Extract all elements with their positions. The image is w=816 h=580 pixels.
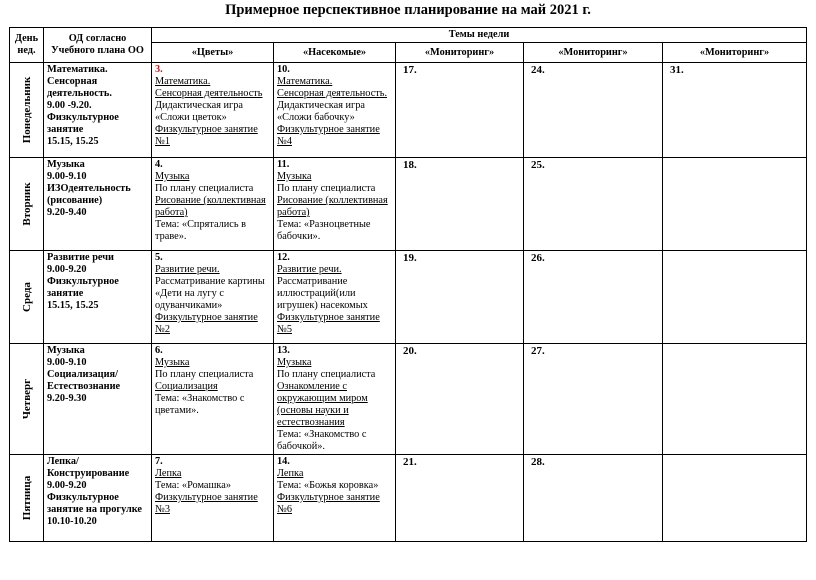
od-line: 9.20-9.40 xyxy=(47,207,87,218)
activity-line: Тема: «Знакомство с бабочкой». xyxy=(277,429,367,452)
activity-line: Музыка xyxy=(277,357,312,368)
date-number: 25. xyxy=(531,159,545,171)
date-number: 11. xyxy=(277,159,290,170)
activity-line: Дидактическая игра «Сложи бабочку» xyxy=(277,100,365,123)
date-number: 24. xyxy=(531,64,545,76)
activity-cell xyxy=(152,63,274,158)
header-theme: «Мониторинг» xyxy=(524,43,663,63)
od-line: 10.10-10.20 xyxy=(47,516,97,527)
date-number: 12. xyxy=(277,252,290,263)
date-number: 10. xyxy=(277,64,290,75)
day-cell xyxy=(10,158,44,251)
activity-line: Развитие речи. xyxy=(155,264,220,275)
monitoring-cell xyxy=(396,251,524,344)
activity-cell xyxy=(152,251,274,344)
activity-line: Физкультурное занятие №5 xyxy=(277,312,380,335)
activity-cell xyxy=(274,344,396,455)
monitoring-cell xyxy=(663,344,807,455)
day-label: Вторник xyxy=(20,182,33,226)
activity-line: По плану специалиста xyxy=(155,183,254,194)
activity-line: По плану специалиста xyxy=(277,369,376,380)
activity-line: Рисование (коллективная работа) xyxy=(277,195,388,218)
activity-line: Музыка xyxy=(277,171,312,182)
activity-line: Рассматривание иллюстраций(или игрушек) насекомых xyxy=(277,276,368,311)
activity-line: По плану специалиста xyxy=(155,369,254,380)
planning-table xyxy=(9,27,807,542)
monitoring-cell xyxy=(663,251,807,344)
date-number: 4. xyxy=(155,159,163,170)
activity-line: Лепка xyxy=(277,468,304,479)
activity-line: Ознакомление с окружающим миром (основы науки и естествознания xyxy=(277,381,368,428)
activity-line: По плану специалиста xyxy=(277,183,376,194)
od-line: Социализация/ Естествознание xyxy=(47,369,121,392)
monitoring-cell xyxy=(524,63,663,158)
od-cell xyxy=(44,455,152,542)
activity-line: Тема: «Спрятались в траве». xyxy=(155,219,246,242)
monitoring-cell xyxy=(396,344,524,455)
day-cell xyxy=(10,455,44,542)
activity-line: Дидактическая игра «Сложи цветок» xyxy=(155,100,243,123)
od-line: Физкультурное занятие на прогулке xyxy=(47,492,142,515)
activity-cell xyxy=(152,455,274,542)
od-line: Физкультурное занятие xyxy=(47,112,119,135)
table-row xyxy=(10,251,807,344)
od-line: 9.00 -9.20. xyxy=(47,100,92,111)
activity-line: Сенсорная деятельность. xyxy=(277,88,388,99)
od-cell xyxy=(44,63,152,158)
day-label: Пятница xyxy=(20,475,33,521)
od-line: Развитие речи xyxy=(47,252,114,263)
date-number: 21. xyxy=(403,456,417,468)
activity-line: Тема: «Знакомство с цветами». xyxy=(155,393,245,416)
table-row xyxy=(10,158,807,251)
od-line: Математика. xyxy=(47,64,108,75)
table-row xyxy=(10,455,807,542)
activity-line: Тема: «Божья коровка» xyxy=(277,480,379,491)
header-theme: «Мониторинг» xyxy=(663,43,807,63)
od-line: 9.00-9.10 xyxy=(47,171,87,182)
activity-line: Социализация xyxy=(155,381,218,392)
day-cell xyxy=(10,344,44,455)
date-number: 31. xyxy=(670,64,684,76)
date-number: 17. xyxy=(403,64,417,76)
od-cell xyxy=(44,251,152,344)
activity-line: Физкультурное занятие №2 xyxy=(155,312,258,335)
header-themes-title: Темы недели xyxy=(152,28,807,43)
day-label: Понедельник xyxy=(20,76,33,144)
header-od: ОД согласно Учебного плана ОО xyxy=(44,28,152,63)
monitoring-cell xyxy=(663,158,807,251)
od-line: 9.00-9.20 xyxy=(47,480,87,491)
activity-cell xyxy=(152,158,274,251)
activity-line: Физкультурное занятие №1 xyxy=(155,124,258,147)
page-title: Примерное перспективное планирование на май 2021 г. xyxy=(225,2,591,18)
activity-cell xyxy=(274,63,396,158)
activity-line: Сенсорная деятельность xyxy=(155,88,263,99)
date-number: 13. xyxy=(277,345,290,356)
date-number: 5. xyxy=(155,252,163,263)
date-number: 26. xyxy=(531,252,545,264)
od-line: ИЗОдеятельность (рисование) xyxy=(47,183,131,206)
od-cell xyxy=(44,344,152,455)
monitoring-cell xyxy=(524,455,663,542)
date-number: 27. xyxy=(531,345,545,357)
activity-line: Физкультурное занятие №6 xyxy=(277,492,380,515)
date-number: 14. xyxy=(277,456,290,467)
activity-cell xyxy=(274,158,396,251)
monitoring-cell xyxy=(396,158,524,251)
date-number: 6. xyxy=(155,345,163,356)
table-row xyxy=(10,63,807,158)
od-line: Физкультурное занятие xyxy=(47,276,119,299)
activity-line: Физкультурное занятие №3 xyxy=(155,492,258,515)
monitoring-cell xyxy=(524,158,663,251)
activity-line: Физкультурное занятие №4 xyxy=(277,124,380,147)
monitoring-cell xyxy=(524,344,663,455)
activity-line: Лепка xyxy=(155,468,182,479)
od-line: 9.00-9.10 xyxy=(47,357,87,368)
activity-line: Тема: «Разноцветные бабочки». xyxy=(277,219,371,242)
od-line: 9.00-9.20 xyxy=(47,264,87,275)
day-cell xyxy=(10,63,44,158)
date-number: 3. xyxy=(155,64,163,75)
activity-line: Рисование (коллективная работа) xyxy=(155,195,266,218)
od-cell xyxy=(44,158,152,251)
activity-line: Математика. xyxy=(155,76,211,87)
od-line: Сенсорная деятельность. xyxy=(47,76,112,99)
activity-line: Тема: «Ромашка» xyxy=(155,480,231,491)
monitoring-cell xyxy=(663,63,807,158)
date-number: 7. xyxy=(155,456,163,467)
od-line: 15.15, 15.25 xyxy=(47,136,99,147)
date-number: 20. xyxy=(403,345,417,357)
activity-line: Музыка xyxy=(155,357,190,368)
activity-cell xyxy=(274,251,396,344)
monitoring-cell xyxy=(524,251,663,344)
day-cell xyxy=(10,251,44,344)
date-number: 18. xyxy=(403,159,417,171)
od-line: Лепка/ Конструирование xyxy=(47,456,130,479)
monitoring-cell xyxy=(663,455,807,542)
activity-cell xyxy=(274,455,396,542)
monitoring-cell xyxy=(396,63,524,158)
activity-cell xyxy=(152,344,274,455)
date-number: 28. xyxy=(531,456,545,468)
header-theme: «Насекомые» xyxy=(274,43,396,63)
activity-line: Рассматривание картины «Дети на лугу с одуванчиками» xyxy=(155,276,265,311)
header-day: День нед. xyxy=(10,28,44,63)
header-theme: «Мониторинг» xyxy=(396,43,524,63)
od-line: Музыка xyxy=(47,159,85,170)
od-line: Музыка xyxy=(47,345,85,356)
day-label: Четверг xyxy=(20,378,33,420)
header-theme: «Цветы» xyxy=(152,43,274,63)
date-number: 19. xyxy=(403,252,417,264)
activity-line: Развитие речи. xyxy=(277,264,342,275)
od-line: 15.15, 15.25 xyxy=(47,300,99,311)
day-label: Среда xyxy=(20,282,33,312)
monitoring-cell xyxy=(396,455,524,542)
activity-line: Музыка xyxy=(155,171,190,182)
od-line: 9.20-9.30 xyxy=(47,393,87,404)
activity-line: Математика. xyxy=(277,76,333,87)
table-row xyxy=(10,344,807,455)
